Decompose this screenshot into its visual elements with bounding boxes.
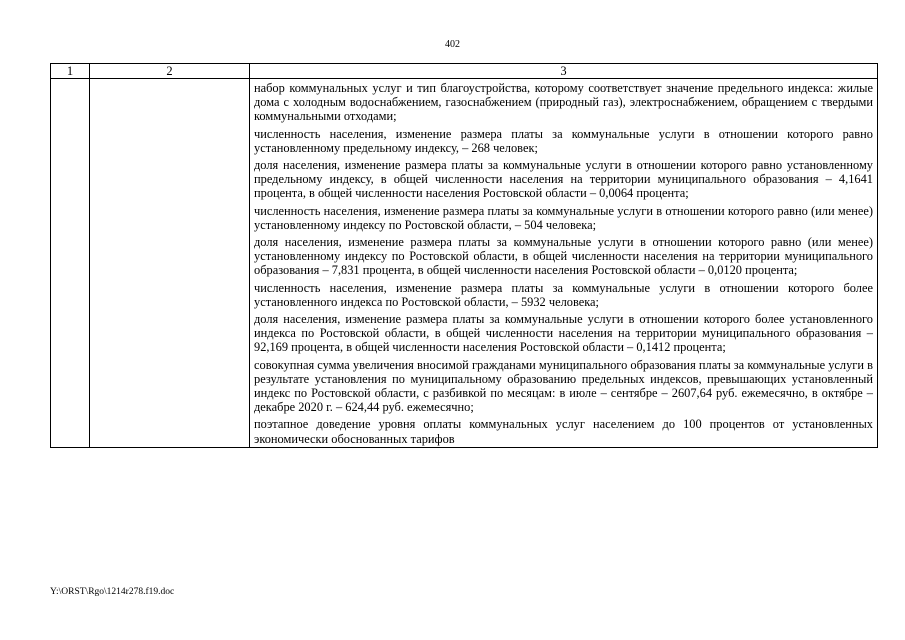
table-header-row: [51, 64, 878, 79]
paragraph-share-more: доля населения, изменение размера платы за коммунальные услуги в отношении которого более установленного индекса по Ростовской области, в общей численности населения на территории муниципального образования – 92,169 процента, в общей численности населения Ростовской области – 0,1412 процента;: [254, 312, 873, 355]
column-header-2: 2: [90, 64, 250, 79]
column-header-3: 3: [250, 64, 878, 79]
paragraph-gradual-payment: поэтапное доведение уровня оплаты коммунальных услуг населением до 100 процентов от установленных экономически обоснованных тарифов: [254, 417, 873, 446]
document-table: [50, 63, 878, 448]
paragraph-total-increase: совокупная сумма увеличения вносимой гражданами муниципального образования платы за коммунальные услуги в результате установления по муниципальному образованию предельных индексов, превышающих установленный индекс по Ростовской области, с разбивкой по месяцам: в июле – сентябре – 2607,64 руб. ежемесячно, в октябре – декабре 2020 г. – 624,44 руб. ежемесячно;: [254, 357, 873, 415]
footer-file-path: Y:\ORST\Rgo\1214r278.f19.doc: [50, 587, 175, 597]
paragraph-population-more: численность населения, изменение размера платы за коммунальные услуги в отношении которого более установленного индекса по Ростовской области, – 5932 человека;: [254, 280, 873, 309]
column-header-1: 1: [51, 64, 90, 79]
table-row: [51, 79, 878, 448]
paragraph-share-less: доля населения, изменение размера платы за коммунальные услуги в отношении которого равно (или менее) установленному индексу по Ростовской области, в общей численности населения на территории муниципального образования – 7,831 процента, в общей численности населения Ростовской области – 0,0120 процента;: [254, 235, 873, 278]
paragraph-population-less: численность населения, изменение размера платы за коммунальные услуги в отношении которого равно (или менее) установленному индексу по Ростовской области, – 504 человека;: [254, 203, 873, 232]
empty-cell-col1: [51, 79, 90, 448]
paragraph-services-set: набор коммунальных услуг и тип благоустройства, которому соответствует значение предельного индекса: жилые дома с холодным водоснабжением, газоснабжением (природный газ), электроснабжением, обращением с твердыми коммунальными отходами;: [254, 81, 873, 124]
content-cell: [250, 79, 878, 448]
paragraph-population-equal: численность населения, изменение размера платы за коммунальные услуги в отношении которого равно установленному предельному индексу, – 268 человек;: [254, 126, 873, 155]
empty-cell-col2: [90, 79, 250, 448]
paragraph-share-equal: доля населения, изменение размера платы за коммунальные услуги в отношении которого равно установленному предельному индексу, в общей численности населения на территории муниципального образования – 4,1641 процента, в общей численности населения Ростовской области – 0,0064 процента;: [254, 158, 873, 201]
page-number: 402: [445, 39, 460, 50]
